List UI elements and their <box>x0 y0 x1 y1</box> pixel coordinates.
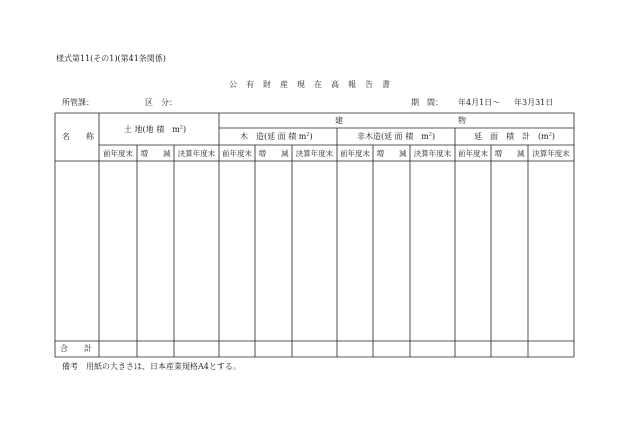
wood-settle-header: 決算年度末 <box>295 149 334 158</box>
total-area-header <box>474 132 555 142</box>
nonwood-close-paren: ) <box>431 132 436 141</box>
nonwood-header-text: 非木造(延 面 積 m <box>357 132 429 141</box>
wood-unit-sup: 2 <box>306 131 310 138</box>
land-header <box>124 125 186 135</box>
nonwood-settle-header: 決算年度末 <box>413 149 452 158</box>
land-unit-sup: 2 <box>179 124 183 131</box>
note: 備考 用紙の大きさは、日本産業規格A4とする。 <box>62 362 241 371</box>
land-change-header: 増 減 <box>140 149 171 158</box>
total-row-label: 合 計 <box>60 344 92 353</box>
total-area-unit-sup: 2 <box>548 131 552 138</box>
nonwood-unit-sup: 2 <box>428 131 432 138</box>
period-label: 期 間： <box>411 98 443 107</box>
wood-change-header: 増 減 <box>258 149 289 158</box>
category-label: 区 分： <box>145 98 177 107</box>
total-area-close-paren: ) <box>551 132 556 141</box>
manager-label: 所管課： <box>62 98 94 107</box>
form-id: 様式第11(その1)(第41条関係) <box>56 54 166 63</box>
period-end: 年3月31日 <box>514 98 554 107</box>
total-settle-header: 決算年度末 <box>532 149 570 158</box>
land-settle-header: 決算年度末 <box>177 149 216 158</box>
wood-header-text: 木 造(延 面 積 m <box>240 132 307 141</box>
building-header-left: 建 <box>335 116 343 125</box>
land-close-paren: ) <box>182 125 187 134</box>
period-start: 年4月1日〜 <box>458 98 501 107</box>
wood-header <box>240 132 313 142</box>
total-change-header: 増 減 <box>494 149 525 158</box>
land-prev-header: 前年度末 <box>103 149 133 158</box>
document-title: 公有財産現在高報告書 <box>229 80 399 89</box>
wood-close-paren: ) <box>309 132 313 141</box>
wood-prev-header: 前年度末 <box>222 149 252 158</box>
nonwood-change-header: 増 減 <box>376 149 407 158</box>
nonwood-header <box>357 132 435 142</box>
nonwood-prev-header: 前年度末 <box>340 149 370 158</box>
building-header-right: 物 <box>458 116 466 125</box>
land-header-text: 土 地(地 積 m <box>124 125 180 134</box>
total-area-header-text: 延 面 積 計 (m <box>474 132 549 141</box>
name-header: 名 称 <box>62 132 94 141</box>
total-prev-header: 前年度末 <box>458 149 488 158</box>
